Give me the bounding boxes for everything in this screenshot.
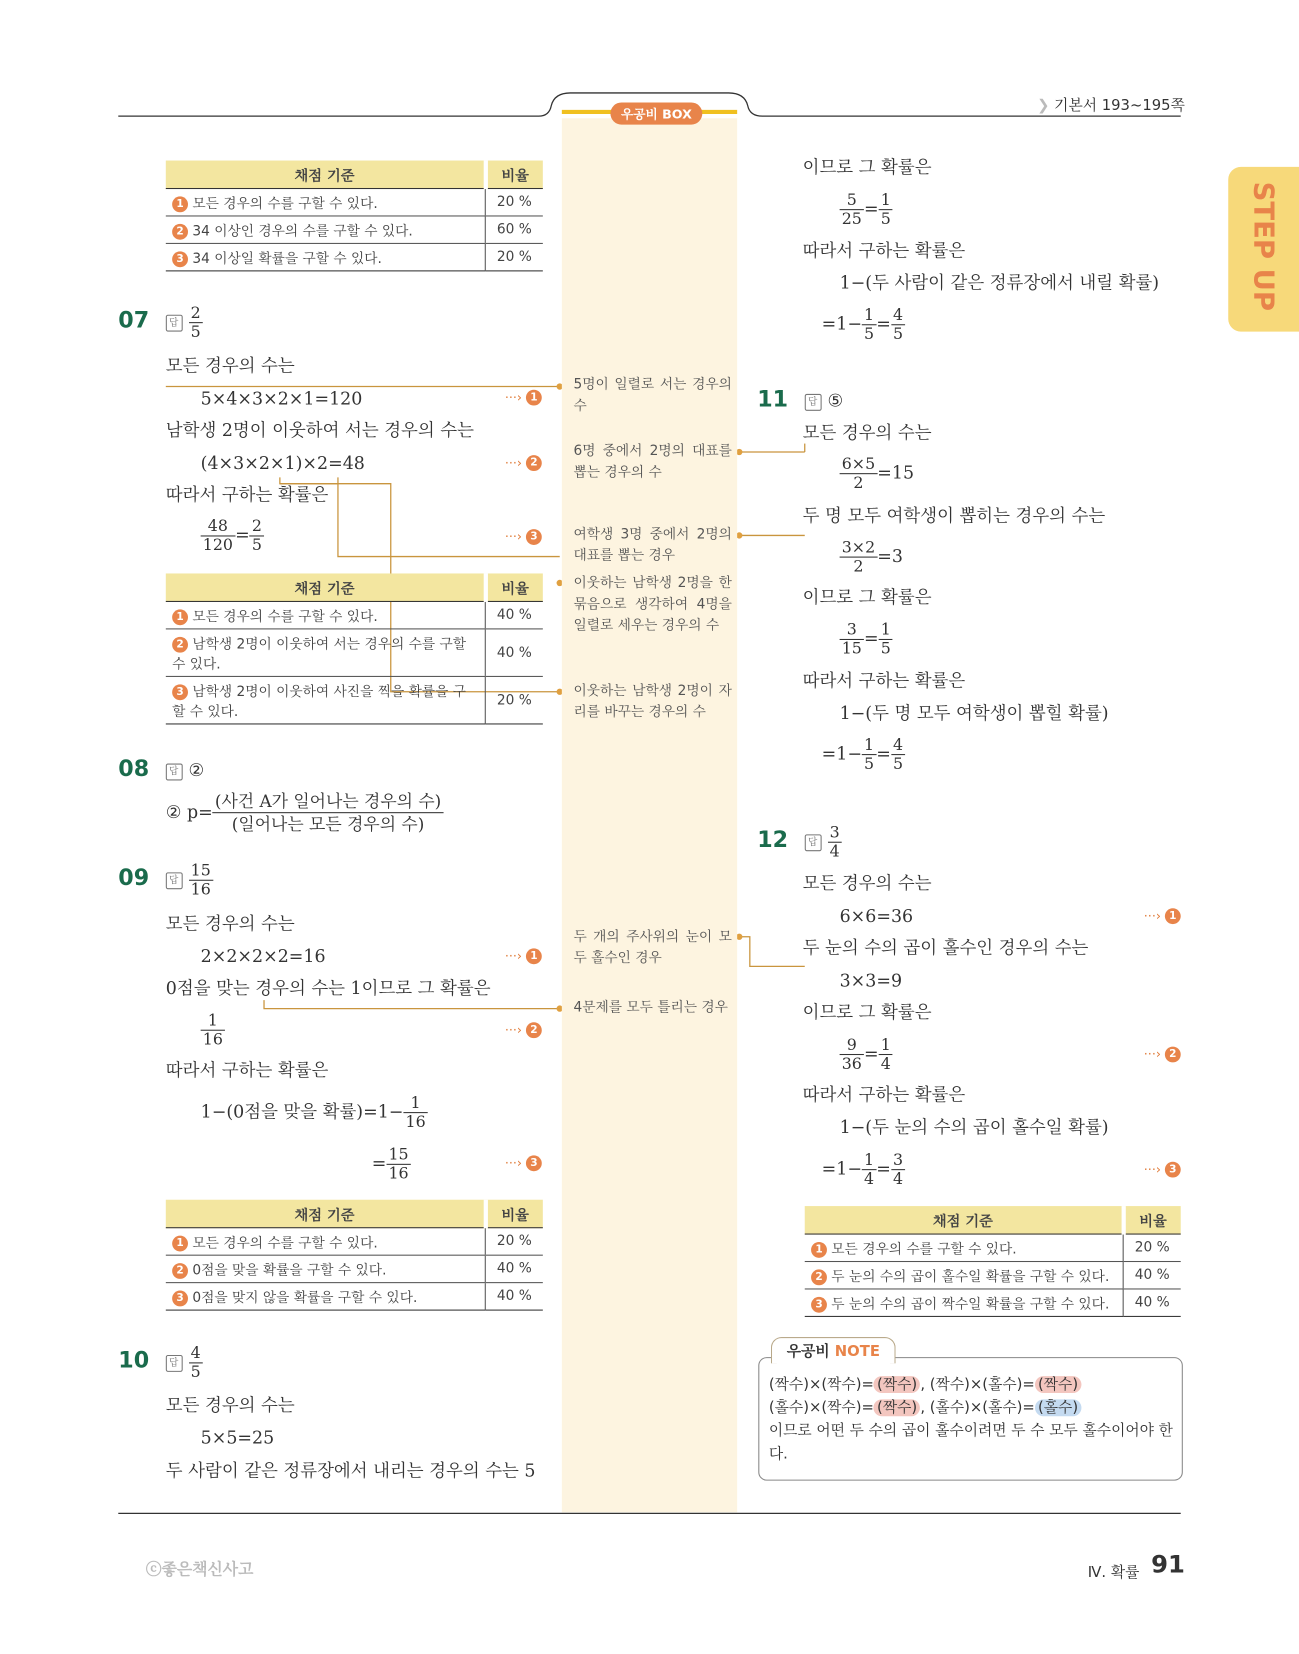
text: 40 % xyxy=(485,629,543,677)
text-line: 1−(두 사람이 같은 정류장에서 내릴 확률) xyxy=(839,272,1160,293)
equation: $\frac{9}{36}$ = $\frac{1}{4}$ xyxy=(840,1036,893,1073)
criteria: 34 이상인 경우의 수를 구할 수 있다. xyxy=(192,223,413,240)
text: 홀수 xyxy=(988,1376,1017,1393)
answer-fraction xyxy=(189,304,203,341)
box-note: 4문제를 모두 틀리는 경우 xyxy=(573,1000,728,1016)
text: = xyxy=(861,1399,874,1417)
text: =1− xyxy=(821,743,862,764)
text: 남학생 2명이 이웃하여 사진을 찍을 확률을 구할 수 있다. xyxy=(172,684,467,721)
table-row xyxy=(166,629,543,677)
equation: $\frac{3}{15}$ = $\frac{1}{5}$ xyxy=(840,621,893,658)
text-line: 1−(두 눈의 수의 곱이 홀수일 확률) xyxy=(839,1117,1109,1138)
equation: (4×3×2×1)×2=48 xyxy=(200,453,365,474)
text: × xyxy=(969,1399,983,1417)
box-note: 이웃하는 남학생 2명이 자리를 바꾸는 경우의 수 xyxy=(573,683,732,721)
text: NOTE xyxy=(834,1343,880,1361)
text: 짝수 xyxy=(827,1376,856,1393)
text: 3 xyxy=(526,1155,542,1171)
problem-07-header xyxy=(118,304,203,341)
text: 15 xyxy=(189,862,213,881)
text-line: 두 사람이 같은 정류장에서 내리는 경우의 수는 5 xyxy=(165,1460,536,1481)
step-up-label: STEP UP xyxy=(1247,181,1279,312)
text: 2 xyxy=(172,637,188,653)
equation: 2×2×2×2=16 xyxy=(200,946,326,967)
text: 5 xyxy=(864,754,875,774)
text: 15 xyxy=(386,1146,410,1165)
text: 20 % xyxy=(485,676,543,724)
text: 2 xyxy=(853,473,864,493)
text: = xyxy=(235,524,250,545)
table-row xyxy=(805,1289,1181,1316)
text: 16 xyxy=(405,1112,426,1132)
text: 40 % xyxy=(1123,1289,1181,1316)
text: 1 xyxy=(526,390,542,406)
scoring-table-09 xyxy=(166,1200,543,1311)
table-row xyxy=(166,1255,543,1282)
page-number: 91 xyxy=(1151,1551,1185,1579)
text: 비율 xyxy=(485,573,543,601)
text: 5 xyxy=(880,209,891,229)
text: 4 xyxy=(892,1169,904,1189)
text: 1 xyxy=(879,1036,893,1055)
text: 모든 경우의 수를 구할 수 있다. xyxy=(192,609,378,626)
problem-number: 07 xyxy=(118,307,150,333)
text: 2 xyxy=(526,455,542,471)
text: 남학생 2명이 이웃하여 서는 경우의 수를 구할 수 있다. xyxy=(172,636,467,673)
box-note: 5명이 일렬로 서는 경우의 수 xyxy=(573,377,732,414)
text: 3×2 xyxy=(840,539,878,558)
text: 1 xyxy=(526,948,542,964)
table-row xyxy=(166,1283,543,1310)
text: 홀수 xyxy=(1043,1399,1073,1417)
step-marker-1: ···› 1 xyxy=(505,948,542,964)
text: 0점을 맞을 확률을 구할 수 있다. xyxy=(192,1263,387,1279)
table-row xyxy=(166,216,543,243)
box-note: 두 개의 주사위의 눈이 모두 홀수인 경우 xyxy=(573,929,732,967)
box-note: 이웃하는 남학생 2명을 한 묶음으로 생각하여 4명을 일렬로 세우는 경우의 수 xyxy=(573,575,732,634)
table-row xyxy=(166,676,543,724)
text: 120 xyxy=(202,535,234,555)
text: 1 xyxy=(201,1012,225,1031)
text: 16 xyxy=(388,1163,409,1183)
text: 1 xyxy=(862,1151,876,1170)
text: × xyxy=(808,1399,822,1417)
text: =1− xyxy=(821,313,862,334)
text: , xyxy=(920,1376,926,1393)
equation xyxy=(201,1094,428,1131)
text: 10 xyxy=(118,1347,150,1373)
text: 5 xyxy=(892,324,904,344)
ratio-header: 비율 xyxy=(485,161,543,189)
text-line: 따라서 구하는 확률은 xyxy=(802,240,966,261)
text: 20 % xyxy=(485,1228,543,1255)
probability-formula xyxy=(166,790,444,835)
text: 5 xyxy=(190,1362,201,1382)
step-marker: 3 xyxy=(172,251,188,267)
text: 4 xyxy=(829,841,840,861)
text: (일어나는 모든 경우의 수) xyxy=(231,814,425,835)
problem-11-header xyxy=(757,387,843,412)
criteria: 모든 경우의 수를 구할 수 있다. xyxy=(192,196,378,213)
text: ⑤ xyxy=(827,390,844,411)
text: 25 xyxy=(841,209,862,229)
answer-icon: 답 xyxy=(165,314,182,331)
step-marker-1: ···› 1 xyxy=(505,390,542,406)
scoring-table-12 xyxy=(805,1206,1181,1317)
text: 우공비 xyxy=(786,1343,835,1361)
table-row xyxy=(805,1262,1181,1289)
step-marker-2: ···› 2 xyxy=(505,1022,542,1038)
text: 1 xyxy=(862,306,876,325)
text: 짝수 xyxy=(1043,1376,1073,1393)
step-marker-3: ···› 3 xyxy=(1144,1162,1181,1178)
equation xyxy=(372,1146,411,1183)
equation: 5×5=25 xyxy=(200,1427,275,1448)
text: 채점 기준 xyxy=(166,573,485,601)
chevron-right-icon: ❯ xyxy=(1037,97,1055,115)
text: 채점 기준 xyxy=(805,1206,1123,1234)
text: ② xyxy=(188,760,205,781)
wugongbi-box-column xyxy=(562,118,737,1512)
text: =1− xyxy=(821,1158,862,1179)
text: 2 xyxy=(1165,1047,1181,1063)
text: 홀수 xyxy=(935,1399,965,1417)
chapter-label: Ⅳ. 확률 xyxy=(1087,1564,1140,1581)
text: 1 xyxy=(403,1094,427,1113)
reference-pages xyxy=(1037,94,1185,115)
problem-09-header xyxy=(118,862,213,899)
step-marker: 2 xyxy=(172,224,188,240)
text: 1 xyxy=(879,191,893,210)
text: 4 xyxy=(864,1169,875,1189)
scoring-table-07 xyxy=(166,573,543,724)
text-line: 이므로 그 확률은 xyxy=(802,157,932,178)
problem-10-header xyxy=(118,1344,203,1381)
text-line: 모든 경우의 수는 xyxy=(165,355,295,376)
text: 짝수 xyxy=(935,1376,965,1393)
text: 12 xyxy=(757,826,789,853)
text: ② p= xyxy=(165,802,213,823)
text: = xyxy=(1022,1399,1035,1417)
equation: 5×4×3×2×1=120 xyxy=(200,388,363,409)
text-line: 두 눈의 수의 곱이 홀수인 경우의 수는 xyxy=(802,937,1089,958)
equation: =1− $\frac{1}{4}$ = $\frac{3}{4}$ xyxy=(822,1151,906,1188)
text: 3 xyxy=(827,824,841,843)
text: 40 % xyxy=(1123,1262,1181,1289)
problem-12-header xyxy=(757,824,842,861)
step-up-tab[interactable] xyxy=(1228,167,1299,332)
equation: 6×6=36 xyxy=(839,906,914,927)
text: 홀수 xyxy=(988,1399,1017,1417)
equation xyxy=(840,539,903,576)
text: 2 xyxy=(189,304,203,323)
answer-icon: 답 xyxy=(804,834,821,851)
publisher-mark: ⓒ좋은책신사고 xyxy=(145,1559,254,1579)
text: 6×5 xyxy=(840,455,878,474)
text: 홀수 xyxy=(774,1399,804,1417)
text: 모든 경우의 수를 구할 수 있다. xyxy=(192,1235,378,1252)
text-line: 남학생 2명이 이웃하여 서는 경우의 수는 xyxy=(165,420,474,441)
text: 3 xyxy=(172,1291,188,1307)
text-line: 따라서 구하는 확률은 xyxy=(165,484,329,505)
equation: $\frac{5}{25}$ = $\frac{1}{5}$ xyxy=(840,191,893,228)
text: 4 xyxy=(880,1053,891,1073)
note-title xyxy=(771,1337,896,1363)
text-line: 모든 경우의 수는 xyxy=(165,1395,295,1416)
step-marker-3: ···› 3 xyxy=(505,1155,542,1171)
text: = xyxy=(861,1376,874,1393)
text: 모든 경우의 수를 구할 수 있다. xyxy=(831,1241,1017,1258)
note-content xyxy=(769,1373,1176,1466)
text: 5 xyxy=(251,535,262,555)
text: 40 % xyxy=(485,1283,543,1310)
text-line: 두 명 모두 여학생이 뽑히는 경우의 수는 xyxy=(802,505,1106,526)
probability-equation xyxy=(201,517,264,554)
text: 짝수 xyxy=(882,1376,912,1393)
equation: =1− $\frac{1}{5}$ = $\frac{4}{5}$ xyxy=(822,736,906,773)
text: 16 xyxy=(202,1029,223,1049)
table-row xyxy=(805,1234,1181,1261)
text: =3 xyxy=(877,546,903,567)
ratio: 60 % xyxy=(485,216,543,243)
note-line-3: 이므로 어떤 두 수의 곱이 홀수이려면 두 수 모두 홀수이어야 한다. xyxy=(768,1422,1173,1463)
text: 16 xyxy=(190,879,211,899)
text: 짝수 xyxy=(827,1399,856,1417)
text: 1 xyxy=(879,621,893,640)
text: = xyxy=(1022,1376,1035,1393)
text: × xyxy=(969,1376,983,1393)
text: 9 xyxy=(840,1036,864,1055)
text: 4 xyxy=(189,1344,203,1363)
text: 5 xyxy=(880,638,891,658)
equation xyxy=(840,455,914,492)
text: 짝수 xyxy=(882,1399,912,1417)
text: 09 xyxy=(118,864,150,891)
text: 3 xyxy=(891,1151,905,1170)
text: 5 xyxy=(864,324,875,344)
text: × xyxy=(808,1376,822,1393)
problem-08-header xyxy=(118,756,204,781)
text: 11 xyxy=(757,386,789,412)
text: 40 % xyxy=(485,1255,543,1282)
answer-icon: 답 xyxy=(165,872,182,889)
text: = xyxy=(371,1153,387,1174)
text: 3 xyxy=(1165,1162,1181,1178)
scoring-table-06 xyxy=(166,161,543,272)
fraction xyxy=(201,1012,225,1049)
text: 48 xyxy=(201,517,235,536)
table-row xyxy=(166,1228,543,1255)
text: (사건 A가 일어나는 경우의 수) xyxy=(213,790,444,813)
text: 1 xyxy=(172,1236,188,1252)
table-row xyxy=(166,243,543,270)
criteria: 34 이상일 확률을 구할 수 있다. xyxy=(192,251,382,268)
criteria-header: 채점 기준 xyxy=(166,161,485,189)
text: , xyxy=(920,1399,926,1417)
box-note: 여학생 3명 중에서 2명의 대표를 뽑는 경우 xyxy=(573,526,732,564)
text: 1 xyxy=(862,736,876,755)
step-marker-3: ···› 3 xyxy=(505,529,542,545)
text: 2 xyxy=(172,1263,188,1279)
text: 4 xyxy=(891,736,905,755)
reference-text: 기본서 193~195쪽 xyxy=(1054,97,1185,115)
text: 두 눈의 수의 곱이 짝수일 확률을 구할 수 있다. xyxy=(831,1296,1110,1313)
step-marker-1: ···› 1 xyxy=(1144,908,1181,924)
text: 08 xyxy=(118,756,150,782)
text: 2 xyxy=(250,517,264,536)
note-line-2: (홀수)×(짝수)= (짝수) , (홀수)×(홀수)= (홀수) xyxy=(769,1396,1176,1419)
text: 1−(0점을 맞을 확률)=1− xyxy=(200,1101,404,1122)
text: =15 xyxy=(877,462,915,483)
text: 짝수 xyxy=(774,1376,804,1393)
answer-icon: 답 xyxy=(165,1354,182,1371)
table-row xyxy=(166,189,543,216)
text: 3 xyxy=(840,621,864,640)
text-line: 0점을 맞는 경우의 수는 1이므로 그 확률은 xyxy=(165,977,491,999)
text: 15 xyxy=(841,638,862,658)
text: 1 xyxy=(1165,908,1181,924)
box-label: 우공비 BOX xyxy=(610,102,702,124)
equation: 3×3=9 xyxy=(839,970,903,991)
text: 20 % xyxy=(1123,1234,1181,1261)
text: 두 눈의 수의 곱이 홀수일 확률을 구할 수 있다. xyxy=(831,1269,1110,1286)
text: 1 xyxy=(172,609,188,625)
equation: =1− $\frac{1}{5}$ = $\frac{4}{5}$ xyxy=(822,306,906,343)
step-marker-2: ···› 2 xyxy=(505,455,542,471)
text: 채점 기준 xyxy=(166,1200,485,1228)
text: 비율 xyxy=(485,1200,543,1228)
answer-icon: 답 xyxy=(804,393,821,410)
text: 3 xyxy=(172,684,188,700)
text: 1 xyxy=(811,1242,827,1258)
text: 2 xyxy=(811,1269,827,1285)
step-marker-2: ···› 2 xyxy=(1144,1047,1181,1063)
ratio: 20 % xyxy=(485,189,543,216)
text-line: 이므로 그 확률은 xyxy=(802,587,932,608)
text: 36 xyxy=(841,1053,862,1073)
text: 4 xyxy=(891,306,905,325)
text-line: 모든 경우의 수는 xyxy=(802,422,932,443)
box-note: 6명 중에서 2명의 대표를 뽑는 경우의 수 xyxy=(573,443,732,481)
text: 3 xyxy=(526,529,542,545)
text: 40 % xyxy=(485,601,543,628)
text-line: 1−(두 명 모두 여학생이 뽑힐 확률) xyxy=(839,703,1109,724)
text: 5 xyxy=(190,322,201,342)
text: 2 xyxy=(853,556,864,576)
text-line: 따라서 구하는 확률은 xyxy=(165,1060,329,1081)
text-line: 모든 경우의 수는 xyxy=(165,913,295,934)
answer-icon: 답 xyxy=(165,763,182,780)
text: 2 xyxy=(526,1022,542,1038)
text: 5 xyxy=(892,754,904,774)
table-row xyxy=(166,601,543,628)
text-line: 모든 경우의 수는 xyxy=(802,873,932,894)
text: 0점을 맞지 않을 확률을 구할 수 있다. xyxy=(192,1290,418,1307)
note-line-1: (짝수)×(짝수)= (짝수) , (짝수)×(홀수)= (짝수) xyxy=(769,1373,1176,1396)
step-marker: 1 xyxy=(172,196,188,212)
text-line: 따라서 구하는 확률은 xyxy=(802,670,966,691)
text: 5 xyxy=(840,191,864,210)
ratio: 20 % xyxy=(485,243,543,270)
text: 3 xyxy=(811,1297,827,1313)
text: 비율 xyxy=(1123,1206,1181,1234)
text-line: 이므로 그 확률은 xyxy=(802,1002,932,1023)
text-line: 따라서 구하는 확률은 xyxy=(802,1084,966,1105)
